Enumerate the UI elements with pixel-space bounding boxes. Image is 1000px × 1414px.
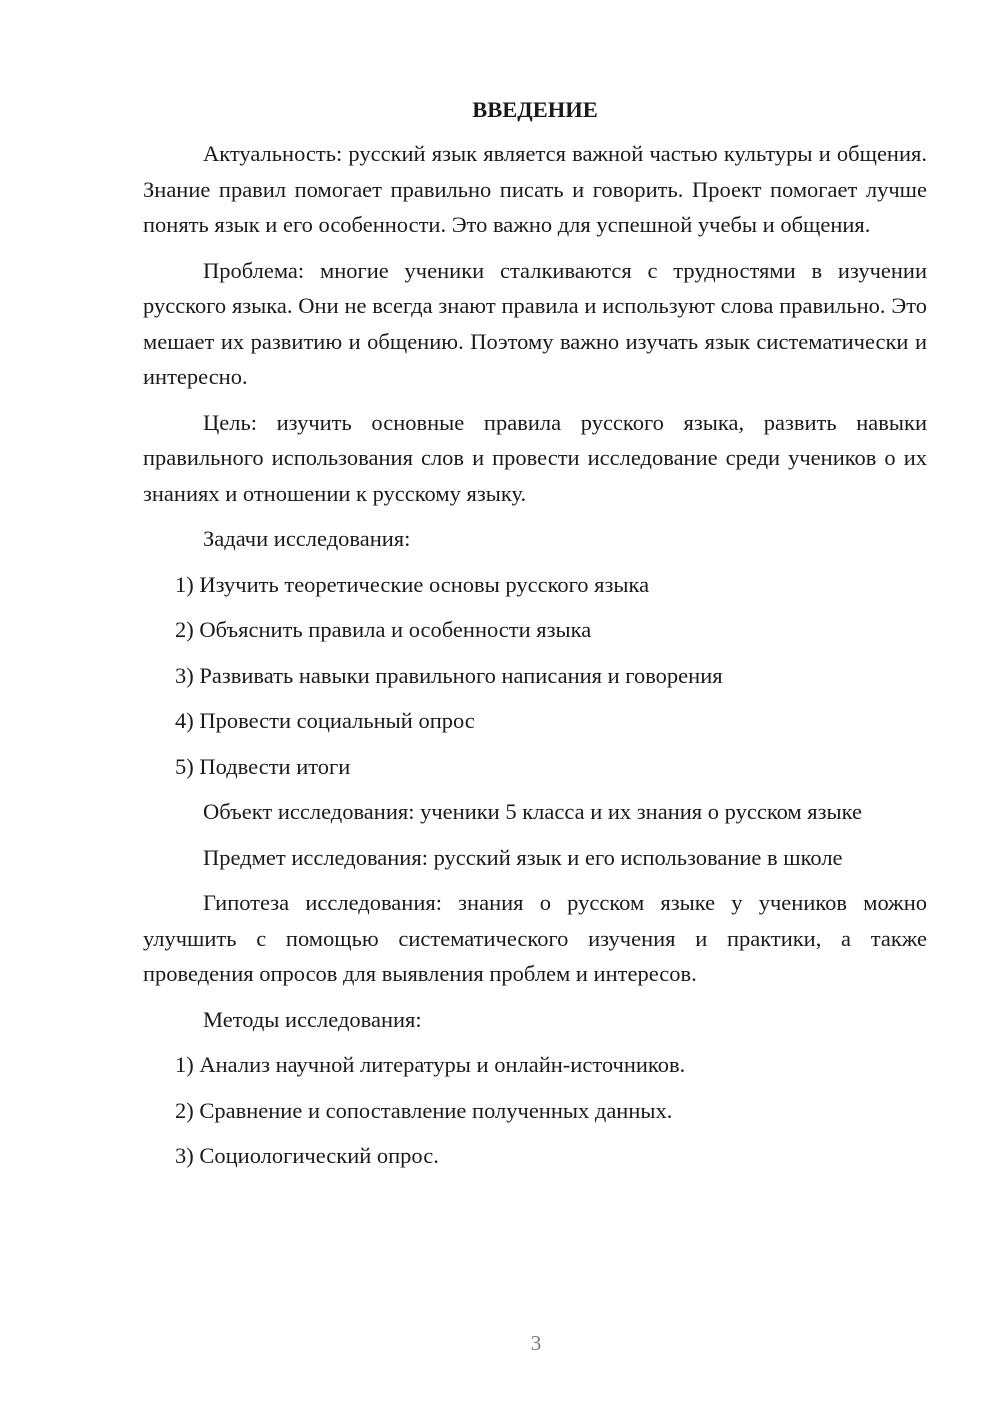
list-item: 2) Сравнение и сопоставление полученных данных. xyxy=(175,1097,673,1123)
object-line: Объект исследования: ученики 5 класса и их знания о русском языке xyxy=(203,799,863,824)
list-item: 2) Объяснить правила и особенности языка xyxy=(175,617,592,642)
page-number: 3 xyxy=(530,1331,542,1355)
problem-paragraph: Проблема: многие ученики сталкиваются с трудностями в изучении русского языка. Они не всегда знают правила и используют слова правильно. Это мешает их развитию и общению. Поэтому важно изучать язык систематически и интересно. xyxy=(143,257,927,389)
tasks-list xyxy=(143,567,927,785)
relevance-paragraph: Актуальность: русский язык является важной частью культуры и общения. Знание правил помогает правильно писать и говорить. Проект помогает лучше понять язык и его особенности. Это важно для успешной учебы и общения. xyxy=(143,141,927,237)
hypothesis-paragraph: Гипотеза исследования: знания о русском языке у учеников можно улучшить с помощью систематического изучения и практики, а также проведения опросов для выявления проблем и интересов. xyxy=(143,890,927,986)
list-item: 1) Анализ научной литературы и онлайн-источников. xyxy=(175,1052,686,1077)
list-item: 5) Подвести итоги xyxy=(175,753,351,779)
document-body xyxy=(143,94,927,1184)
goal-paragraph: Цель: изучить основные правила русского языка, развить навыки правильного использования слов и провести исследование среди учеников о их знаниях и отношении к русскому языку. xyxy=(143,409,927,506)
section-title: ВВЕДЕНИЕ xyxy=(472,97,598,122)
tasks-heading: Задачи исследования: xyxy=(203,526,411,551)
subject-line: Предмет исследования: русский язык и его использование в школе xyxy=(203,844,843,870)
list-item: 3) Социологический опрос. xyxy=(175,1143,439,1168)
list-item: 1) Изучить теоретические основы русского языка xyxy=(175,571,650,597)
list-item: 3) Развивать навыки правильного написания и говорения xyxy=(175,662,723,688)
methods-heading: Методы исследования: xyxy=(203,1006,422,1032)
list-item: 4) Провести социальный опрос xyxy=(175,708,475,733)
methods-list xyxy=(143,1047,927,1174)
